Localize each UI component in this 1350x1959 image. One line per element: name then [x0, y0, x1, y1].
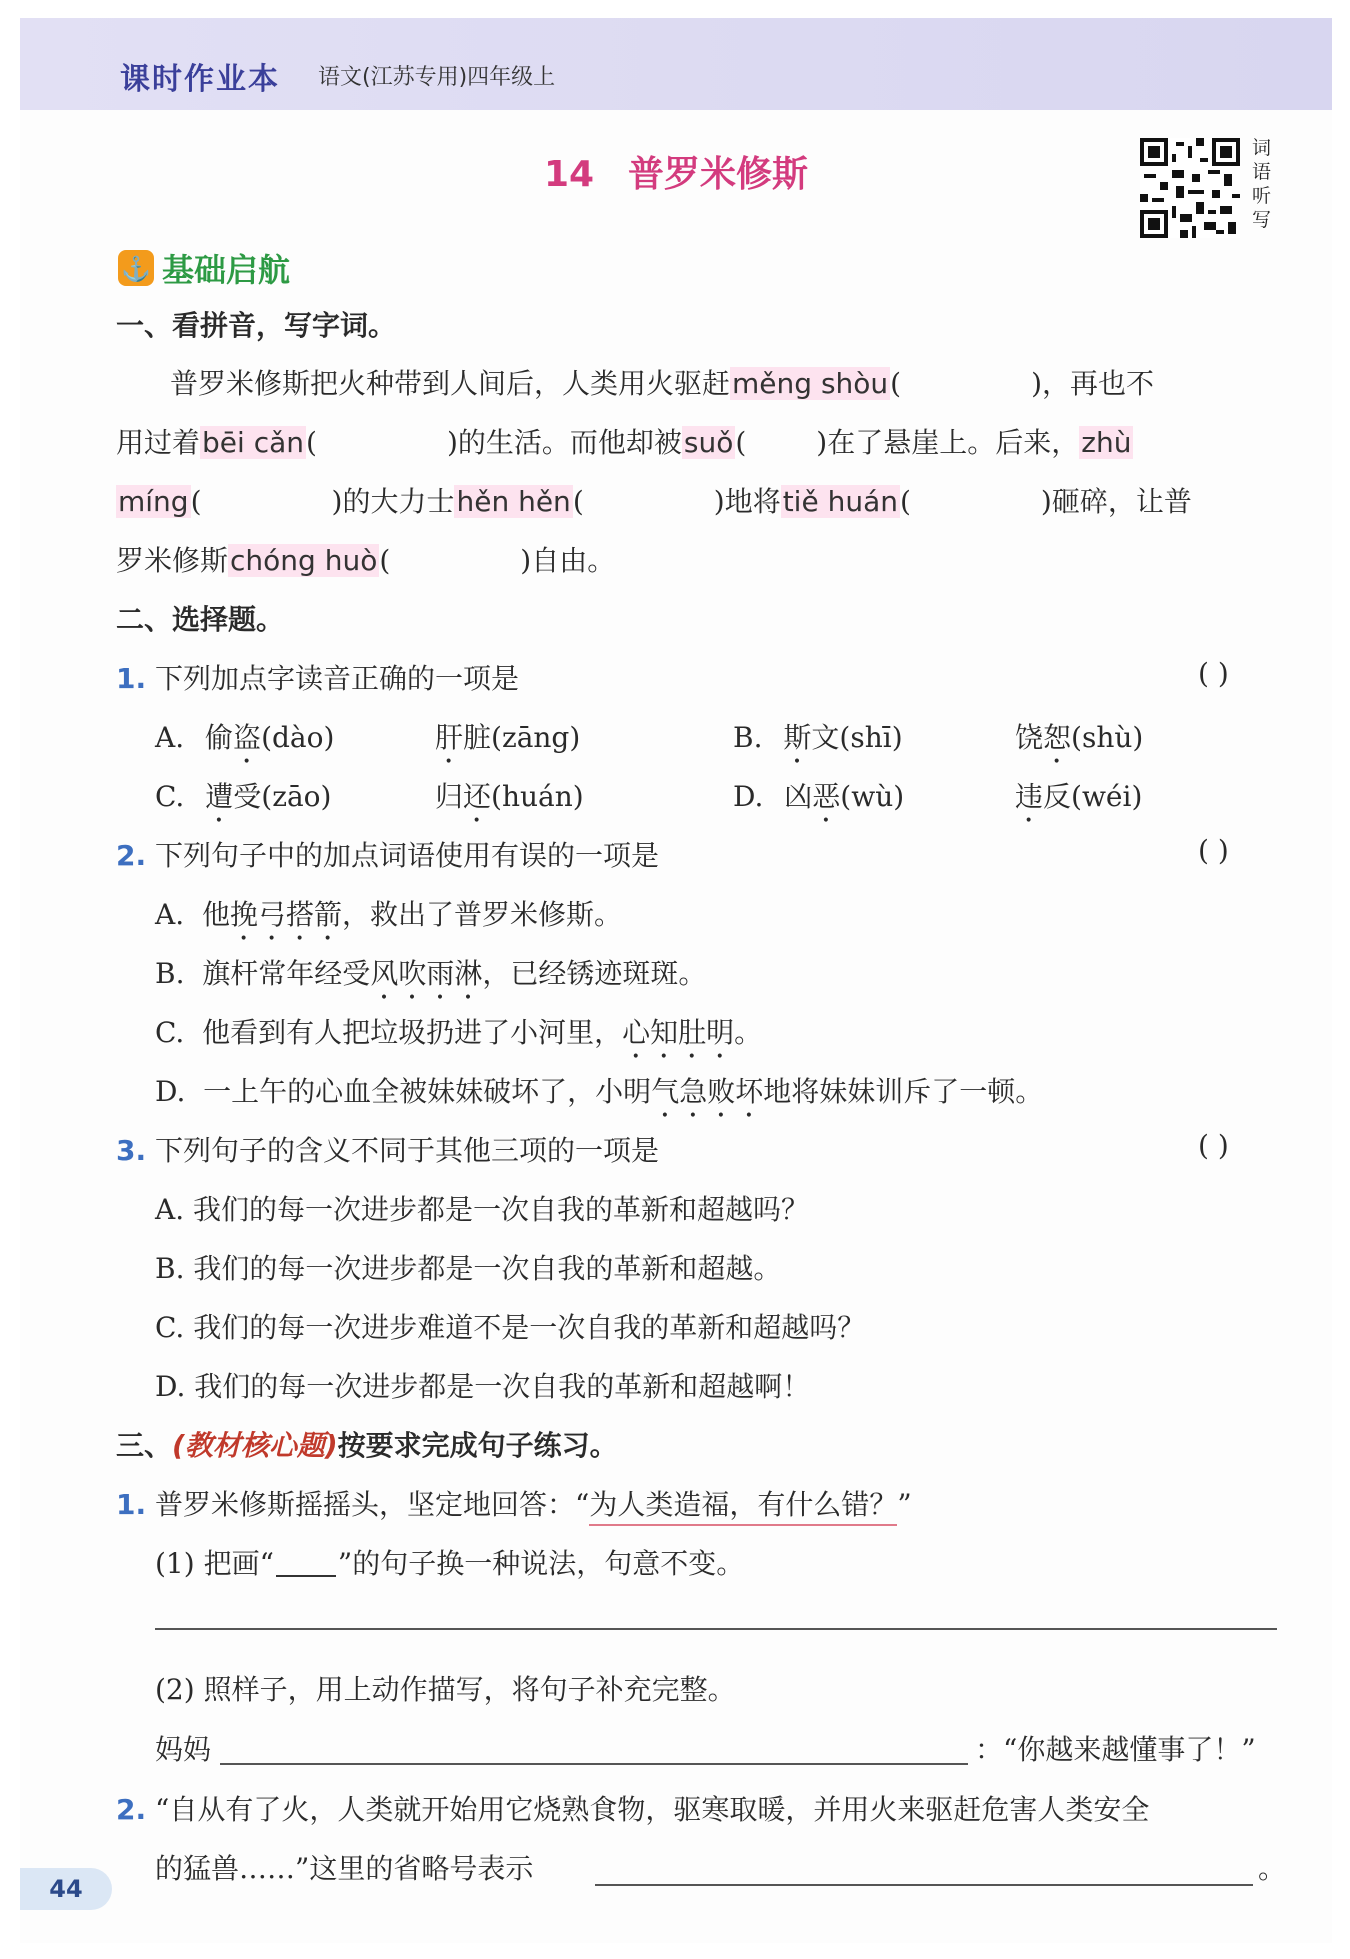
- text-segment: 一上午的心血全被妹妹破坏了，小明: [203, 1075, 652, 1108]
- text-segment: (1) 把画“: [155, 1547, 274, 1580]
- part1-line2: 用过着bēi cǎn( )的生活。而他却被suǒ( )在了悬崖上。后来，zhù: [116, 426, 1132, 459]
- pinyin-note: (huán): [491, 780, 584, 813]
- q3-stem: [116, 1129, 659, 1169]
- q2-option-c[interactable]: [155, 1011, 762, 1065]
- question-number: 2.: [116, 839, 147, 872]
- pinyin-note: (shī): [839, 721, 903, 754]
- lesson-name: 普罗米修斯: [628, 154, 809, 195]
- word-guihuan: 归还(huán): [435, 780, 584, 813]
- answer-paren[interactable]: ( ): [1198, 834, 1229, 867]
- pinyin-tiehuan: tiě huán: [782, 485, 898, 518]
- question-text: 下列加点字读音正确的一项是: [155, 662, 520, 695]
- dotted-phrase: 气急败坏: [651, 1075, 764, 1108]
- lesson-number: 14: [543, 154, 595, 195]
- anchor-icon: ⚓: [118, 250, 154, 286]
- p3-q1-sub2: (2) 照样子，用上动作描写，将句子补充完整。: [155, 1673, 736, 1706]
- dotted-phrase: 挽弓搭箭: [229, 898, 342, 931]
- q1-stem: [116, 657, 519, 697]
- text-segment: 普罗米修斯把火种带到人间后，人类用火驱赶: [170, 367, 731, 400]
- part3-heading: [116, 1424, 618, 1464]
- question-number: 1.: [116, 1488, 147, 1521]
- heading-text: 按要求完成句子练习。: [337, 1429, 618, 1462]
- answer-line[interactable]: [220, 1763, 968, 1765]
- text-segment: 自由。: [531, 544, 616, 577]
- word-weifan: 违反(wéi): [1015, 780, 1143, 813]
- pinyin-note: (dào): [261, 721, 335, 754]
- option-label: A.: [155, 721, 185, 754]
- subject-label: 语文(江苏专用)四年级上: [318, 65, 556, 90]
- qr-label: 词语听写: [1252, 137, 1272, 231]
- part1-line4: 罗米修斯chóng huò( )自由。: [116, 544, 616, 577]
- p3-q2-line2: 的猛兽……”这里的省略号表示: [155, 1852, 534, 1885]
- part1-line3: míng( )的大力士hěn hěn( )地将tiě huán( )砸碎，让普: [118, 485, 1192, 518]
- p3-q1-sub1: [155, 1542, 744, 1582]
- word-zaoshou: 遭受: [205, 780, 262, 813]
- pinyin-note: (shù): [1071, 721, 1144, 754]
- core-question-tag: (教材核心题): [172, 1429, 338, 1462]
- word-ganzang: 肝脏(zāng): [435, 721, 581, 754]
- text-segment: 他: [201, 898, 230, 931]
- qr-code-icon[interactable]: [1140, 138, 1240, 238]
- section-title: 基础启航: [162, 251, 291, 289]
- pinyin-note: (zāo): [261, 780, 332, 813]
- part1-heading: 一、看拼音，写字词。: [116, 309, 397, 342]
- text-segment: ”的句子换一种说法，句意不变。: [337, 1547, 745, 1580]
- pinyin-zhu: zhù: [1081, 426, 1132, 459]
- pinyin-henhen: hěn hěn: [456, 485, 571, 518]
- text-segment: 用过着: [116, 426, 201, 459]
- answer-paren[interactable]: ( ): [1198, 1129, 1229, 1162]
- question-text: 下列句子的含义不同于其他三项的一项是: [155, 1134, 660, 1167]
- underlined-sentence: 为人类造福，有什么错？: [589, 1488, 897, 1526]
- question-text: 下列句子中的加点词语使用有误的一项是: [155, 839, 660, 872]
- word-xiong-e: 凶恶: [784, 780, 841, 813]
- text-segment: 旗杆常年经受: [202, 957, 371, 990]
- pinyin-suo: suǒ: [683, 426, 734, 459]
- q3-option-c[interactable]: C. 我们的每一次进步难道不是一次自我的革新和超越吗？: [155, 1311, 866, 1344]
- text-segment: 他看到有人把垃圾扔进了小河里，: [202, 1016, 623, 1049]
- question-number: 1.: [116, 662, 147, 695]
- answer-line[interactable]: [155, 1628, 1277, 1630]
- p3-q1-stem: [116, 1483, 912, 1523]
- q1-option-d[interactable]: [733, 775, 1143, 829]
- q1-option-b[interactable]: [733, 716, 1144, 770]
- answer-paren[interactable]: ( ): [1198, 657, 1229, 690]
- word-siwen: 斯文: [783, 721, 840, 754]
- text-segment: 在了悬崖上。后来，: [827, 426, 1080, 459]
- page: [20, 18, 1332, 1943]
- page-number: 44: [20, 1868, 112, 1910]
- pinyin-note: (wù): [840, 780, 905, 813]
- question-number: 3.: [116, 1134, 147, 1167]
- pinyin-ming: míng: [118, 485, 189, 518]
- text-segment: 地将妹妹训斥了一顿。: [763, 1075, 1044, 1108]
- option-label: C.: [155, 780, 185, 813]
- option-label: C.: [155, 1016, 185, 1049]
- lesson-title: [20, 146, 1332, 197]
- mom-quote: ：“你越来越懂事了！”: [975, 1733, 1256, 1766]
- text-segment: 的大力士: [342, 485, 455, 518]
- dotted-phrase: 风吹雨淋: [370, 957, 483, 990]
- text-segment: ”: [897, 1488, 912, 1521]
- q3-option-a[interactable]: A. 我们的每一次进步都是一次自我的革新和超越吗？: [155, 1193, 810, 1226]
- mom-label: 妈妈: [155, 1733, 212, 1766]
- text-segment: 普罗米修斯摇摇头，坚定地回答：“: [155, 1488, 590, 1521]
- q3-option-b[interactable]: B. 我们的每一次进步都是一次自我的革新和超越。: [155, 1252, 782, 1285]
- word-toudao: 偷盗: [205, 721, 262, 754]
- pinyin-note: (zāng): [491, 721, 581, 754]
- option-label: D.: [733, 780, 764, 813]
- pinyin-beican: bēi cǎn: [202, 426, 304, 459]
- text-segment: ，救出了普罗米修斯。: [341, 898, 622, 931]
- q2-option-a[interactable]: [155, 893, 622, 947]
- q1-option-c[interactable]: [155, 775, 584, 829]
- part2-heading: 二、选择题。: [116, 603, 285, 636]
- option-label: B.: [155, 957, 185, 990]
- option-label: D.: [155, 1075, 186, 1108]
- answer-line[interactable]: [595, 1884, 1253, 1886]
- pinyin-mengshou: měng shòu: [732, 367, 889, 400]
- part1-line1: 普罗米修斯把火种带到人间后，人类用火驱赶měng shòu( )，再也不: [170, 367, 1155, 400]
- q2-option-d[interactable]: [155, 1070, 1043, 1124]
- option-label: B.: [733, 721, 763, 754]
- text-segment: 的生活。而他却被: [457, 426, 682, 459]
- q3-option-d[interactable]: D. 我们的每一次进步都是一次自我的革新和超越啊！: [155, 1370, 811, 1403]
- text-segment: ，再也不: [1042, 367, 1155, 400]
- pinyin-note: (wéi): [1071, 780, 1143, 813]
- q1-option-a[interactable]: [155, 716, 581, 770]
- text-segment: ，已经锈迹斑斑。: [482, 957, 707, 990]
- text-segment: “自从有了火，人类就开始用它烧熟食物，驱寒取暖，并用火来驱赶危害人类安全: [155, 1793, 1150, 1826]
- text-segment: 地将: [724, 485, 781, 518]
- p3-q2-line1: [116, 1788, 1149, 1828]
- option-label: A.: [155, 898, 185, 931]
- q2-stem: [116, 834, 659, 874]
- brand-title: 课时作业本: [120, 62, 280, 97]
- pinyin-chonghuo: chóng huò: [230, 544, 378, 577]
- period: 。: [1258, 1852, 1287, 1885]
- q2-option-b[interactable]: [155, 952, 706, 1006]
- underline-sample: [276, 1575, 336, 1577]
- word-raoshu: 饶恕(shù): [1015, 721, 1144, 754]
- text-segment: 。: [734, 1016, 763, 1049]
- section-banner: [118, 246, 290, 290]
- dotted-phrase: 心知肚明: [622, 1016, 735, 1049]
- header-band: [20, 18, 1332, 110]
- question-number: 2.: [116, 1793, 147, 1826]
- text-segment: 罗米修斯: [116, 544, 229, 577]
- text-segment: 砸碎，让普: [1051, 485, 1192, 518]
- heading-prefix: 三、: [116, 1429, 173, 1462]
